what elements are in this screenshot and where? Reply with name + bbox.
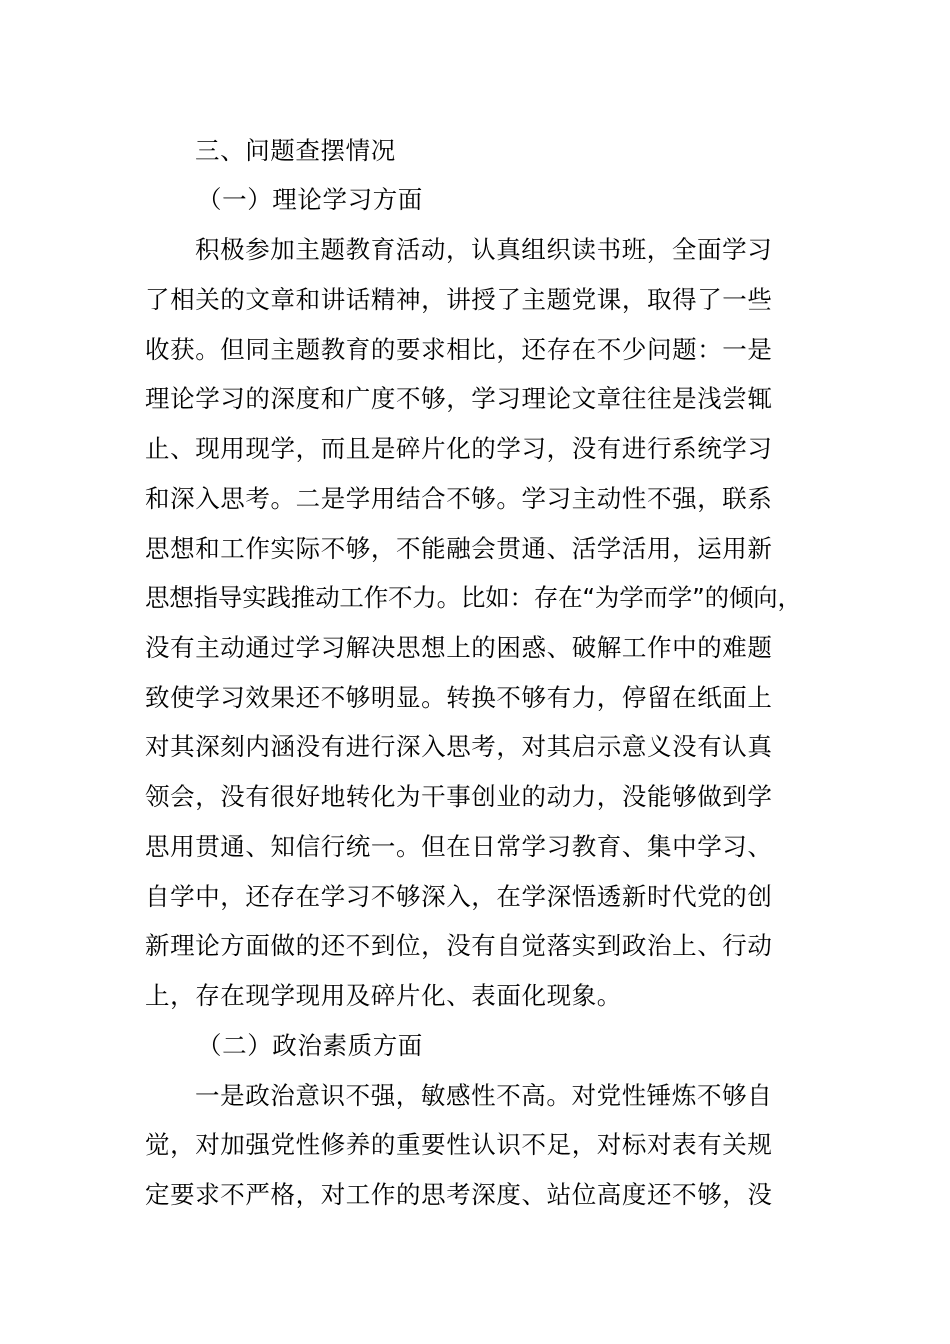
subsection-heading-politics: （二）政治素质方面: [197, 1031, 423, 1060]
paragraph-line: 没有主动通过学习解决思想上的困惑、破解工作中的难题: [145, 633, 773, 662]
paragraph-line: 积极参加主题教育活动，认真组织读书班，全面学习: [195, 235, 773, 264]
paragraph-line: 新理论方面做的还不到位，没有自觉落实到政治上、行动: [145, 931, 773, 960]
subsection-heading-theory: （一）理论学习方面: [197, 185, 423, 214]
paragraph-line: 止、现用现学，而且是碎片化的学习，没有进行系统学习: [145, 434, 773, 463]
paragraph-line: 自学中，还存在学习不够深入，在学深悟透新时代党的创: [145, 882, 773, 911]
section-heading: 三、问题查摆情况: [195, 136, 396, 165]
paragraph-line: 和深入思考。二是学用结合不够。学习主动性不强，联系: [145, 484, 773, 513]
paragraph-line: 领会，没有很好地转化为干事创业的动力，没能够做到学: [145, 782, 773, 811]
paragraph-line: 对其深刻内涵没有进行深入思考，对其启示意义没有认真: [145, 732, 773, 761]
paragraph-line: 一是政治意识不强，敏感性不高。对党性锤炼不够自: [195, 1081, 773, 1110]
paragraph-line: 思想指导实践推动工作不力。比如：存在“为学而学”的倾向，: [145, 583, 802, 612]
paragraph-line: 理论学习的深度和广度不够，学习理论文章往往是浅尝辄: [145, 384, 773, 413]
paragraph-line: 收获。但同主题教育的要求相比，还存在不少问题：一是: [145, 335, 773, 364]
paragraph-line: 上，存在现学现用及碎片化、表面化现象。: [145, 981, 622, 1010]
paragraph-line: 了相关的文章和讲话精神，讲授了主题党课，取得了一些: [145, 285, 773, 314]
paragraph-line: 定要求不严格，对工作的思考深度、站位高度还不够，没: [145, 1180, 773, 1209]
paragraph-line: 觉，对加强党性修养的重要性认识不足，对标对表有关规: [145, 1130, 773, 1159]
paragraph-line: 思想和工作实际不够，不能融会贯通、活学活用，运用新: [145, 534, 773, 563]
paragraph-line: 致使学习效果还不够明显。转换不够有力，停留在纸面上: [145, 683, 773, 712]
paragraph-line: 思用贯通、知信行统一。但在日常学习教育、集中学习、: [145, 832, 773, 861]
